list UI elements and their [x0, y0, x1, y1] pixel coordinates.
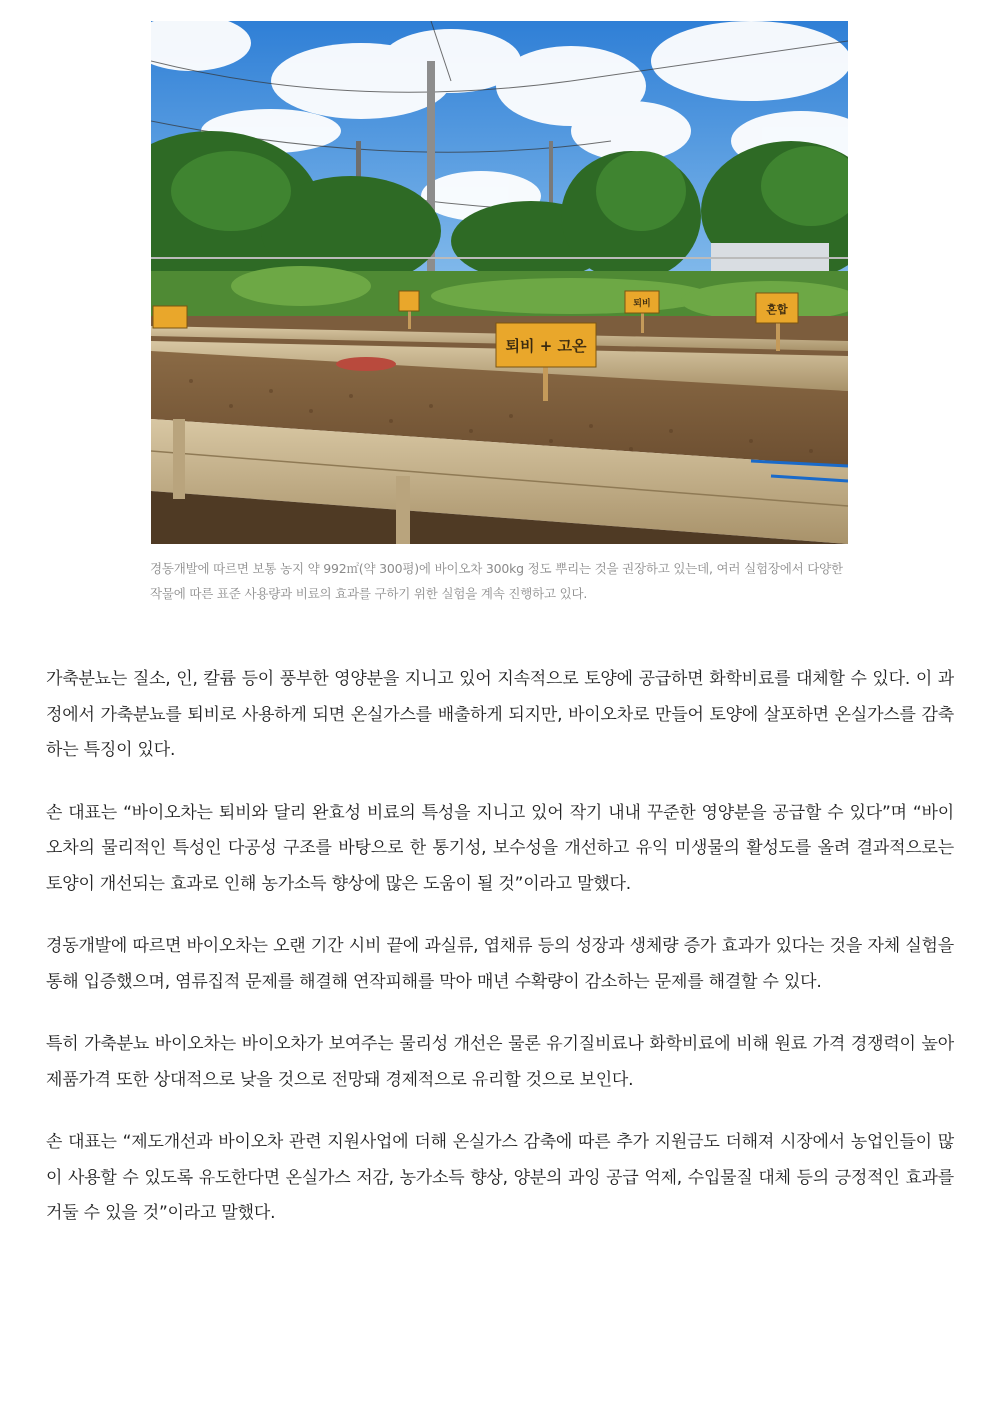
paragraph-5: 손 대표는 “제도개선과 바이오차 관련 지원사업에 더해 온실가스 감축에 따른 추가 지원금도 더해져 시장에서 농업인들이 많이 사용할 수 있도록 유도한다면 온실가스 저감, 농가소득 향상, 양분의 과잉 공급 억제, 수입물질 대체 등의 긍정적인 효과를 거둘 수 있을 것”이라고 말했다.	[46, 1132, 954, 1223]
sign-right-label: 혼합	[766, 303, 788, 316]
sign-small	[399, 291, 419, 311]
sign-mid	[625, 291, 659, 313]
sign-right	[756, 293, 798, 323]
paragraph-4: 특히 가축분뇨 바이오차는 바이오차가 보여주는 물리성 개선은 물론 유기질비료나 화학비료에 비해 원료 가격 경쟁력이 높아 제품가격 또한 상대적으로 낮을 것으로 전망돼 경제적으로 유리할 것으로 보인다.	[46, 1034, 954, 1090]
article-body	[46, 662, 954, 1259]
paragraph-2: 손 대표는 “바이오차는 퇴비와 달리 완효성 비료의 특성을 지니고 있어 작기 내내 꾸준한 영양분을 공급할 수 있다”며 “바이오차의 물리적인 특성인 다공성 구조를 바탕으로 한 통기성, 보수성을 개선하고 유익 미생물의 활성도를 올려 결과적으로는 토양이 개선되는 효과로 인해 농가소득 향상에 많은 도움이 될 것”이라고 말했다.	[46, 802, 954, 894]
photo-caption: 경동개발에 따르면 보통 농지 약 992㎡(약 300평)에 바이오차 300kg 정도 뿌리는 것을 권장하고 있는데, 여러 실험장에서 다양한 작물에 따른 표준 사용량과 비료의 효과를 구하기 위한 실험을 계속 진행하고 있다.	[150, 561, 843, 601]
article-photo	[151, 21, 848, 544]
paragraph-1: 가축분뇨는 질소, 인, 칼륨 등이 풍부한 영양분을 지니고 있어 지속적으로 토양에 공급하면 화학비료를 대체할 수 있다. 이 과정에서 가축분뇨를 퇴비로 사용하게 되면 온실가스를 배출하게 되지만, 바이오차로 만들어 토양에 살포하면 온실가스를 감축하는 특징이 있다.	[46, 669, 954, 760]
sign-mid-label: 퇴비	[633, 299, 651, 309]
sign-left	[153, 306, 187, 328]
paragraph-3: 경동개발에 따르면 바이오차는 오랜 기간 시비 끝에 과실류, 엽채류 등의 성장과 생체량 증가 효과가 있다는 것을 자체 실험을 통해 입증했으며, 염류집적 문제를 해결해 연작피해를 막아 매년 수확량이 감소하는 문제를 해결할 수 있다.	[46, 936, 954, 992]
farm-field-photo	[151, 21, 848, 544]
sign-main-label: 퇴비 + 고온	[505, 337, 587, 355]
sign-main	[496, 323, 596, 367]
